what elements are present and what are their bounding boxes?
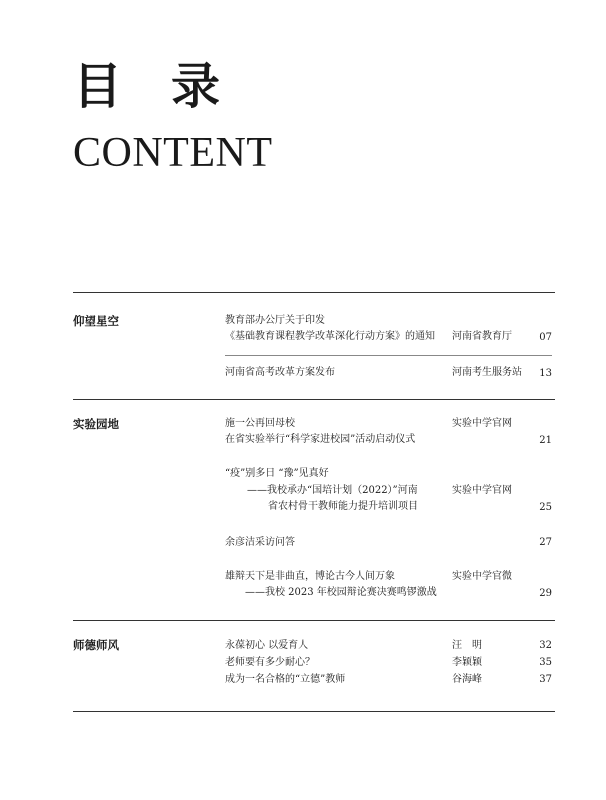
entry-title[interactable]: 余彦洁采访问答 — [225, 537, 295, 548]
entry-title[interactable]: 雄辩天下是非曲直，博论古今人间万象 — [225, 571, 395, 582]
entry-subtitle[interactable]: 省农村骨干教师能力提升培训项目 — [268, 501, 418, 512]
section-divider — [73, 399, 555, 400]
entry-source: 实验中学官网 — [452, 485, 512, 496]
entry-page-number: 21 — [539, 435, 552, 446]
entry-subtitle[interactable]: ——我校 2023 年校园辩论赛决赛鸣锣激战 — [245, 587, 437, 598]
entry-source: 河南省教育厅 — [452, 331, 512, 342]
section-title-shide: 师德师风 — [73, 638, 119, 652]
section-divider — [73, 711, 555, 712]
entry-page-number: 32 — [539, 640, 552, 651]
entry-title[interactable]: 永葆初心 以爱育人 — [225, 640, 309, 651]
entry-title[interactable]: 《基础教育课程教学改革深化行动方案》的通知 — [225, 331, 435, 342]
entry-subtitle[interactable]: ——我校承办“国培计划（2022）”河南 — [247, 485, 418, 496]
section-divider — [73, 292, 555, 293]
page-title-english: CONTENT — [73, 130, 273, 176]
entry-source: 河南考生服务站 — [452, 367, 522, 378]
entry-divider — [225, 355, 552, 356]
entry-author: 李颖颖 — [452, 657, 482, 668]
entry-page-number: 35 — [539, 657, 552, 668]
entry-title[interactable]: 老师要有多少耐心？ — [225, 657, 315, 668]
entry-title[interactable]: 河南省高考改革方案发布 — [225, 367, 335, 378]
entry-page-number: 13 — [539, 368, 552, 379]
entry-source: 实验中学官网 — [452, 418, 512, 429]
entry-title[interactable]: 教育部办公厅关于印发 — [225, 315, 325, 326]
section-title-shiyan: 实验园地 — [73, 417, 119, 431]
entry-author: 谷海峰 — [452, 674, 482, 685]
entry-page-number: 25 — [539, 502, 552, 513]
entry-page-number: 37 — [539, 674, 552, 685]
entry-page-number: 29 — [539, 588, 552, 599]
entry-author: 汪 明 — [452, 640, 482, 651]
entry-page-number: 27 — [539, 537, 552, 548]
section-divider — [73, 620, 555, 621]
section-title-yangwang: 仰望星空 — [73, 314, 119, 328]
entry-title[interactable]: 在省实验举行“科学家进校园”活动启动仪式 — [225, 434, 416, 445]
entry-title[interactable]: “疫”别多日 “豫”见真好 — [225, 468, 329, 479]
entry-title[interactable]: 施一公再回母校 — [225, 418, 295, 429]
entry-title[interactable]: 成为一名合格的“立德”教师 — [225, 674, 346, 685]
entry-page-number: 07 — [539, 332, 552, 343]
entry-source: 实验中学官微 — [452, 571, 512, 582]
page-title-chinese: 目 录 — [73, 57, 237, 115]
